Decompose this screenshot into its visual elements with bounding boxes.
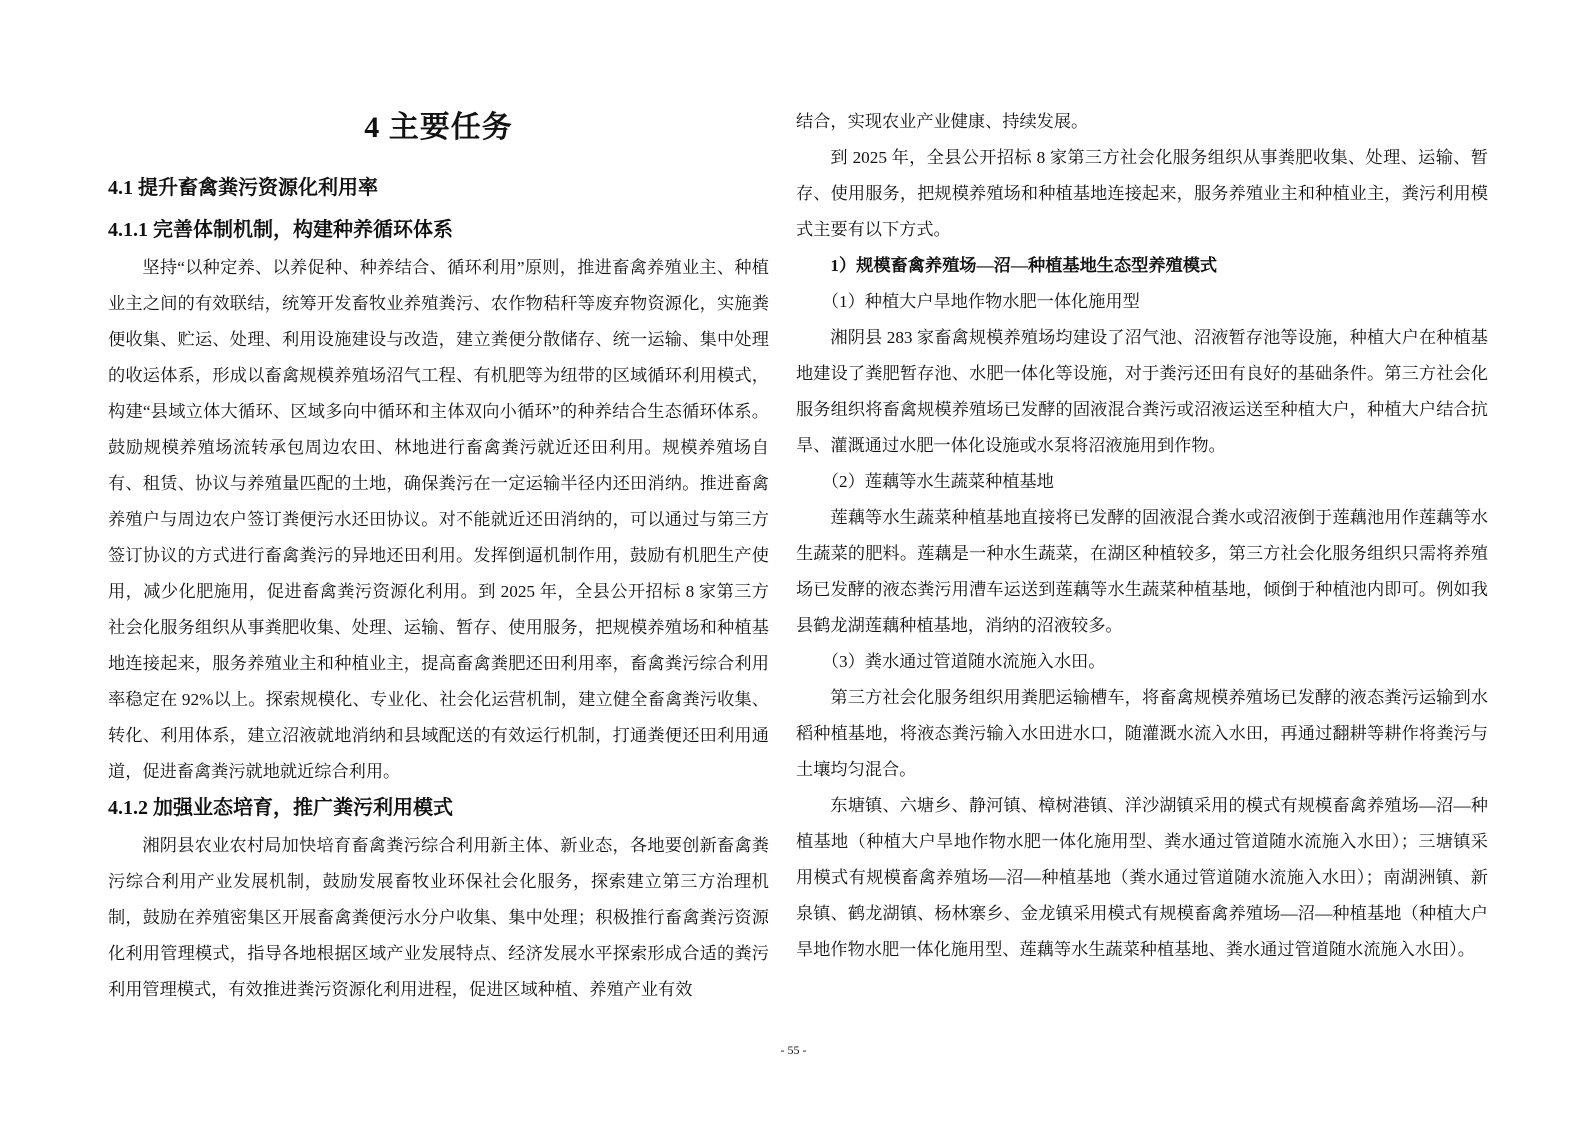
chapter-title: 4 主要任务	[364, 111, 513, 144]
section-heading-4-1-1: 4.1.1 完善体制机制，构建种养循环体系	[108, 219, 453, 241]
subsection-3-paragraph: 第三方社会化服务组织用粪肥运输槽车，将畜禽规模养殖场已发酵的液态粪污运输到水稻种植基地，将液态粪污输入水田进水口，随灌溉水流入水田，再通过翻耕等耕作将粪污与土壤均匀混合。	[796, 688, 1488, 779]
paragraph-continuation: 结合，实现农业产业健康、持续发展。	[796, 112, 1089, 131]
subsection-1-paragraph: 湘阴县 283 家畜禽规模养殖场均建设了沼气池、沼液暂存池等设施，种植大户在种植基地建设了粪肥暂存池、水肥一体化等设施，对于粪污还田有良好的基础条件。第三方社会化服务组织将畜禽规模养殖场已发酵的固液混合粪污或沼液运送至种植大户，种植大户结合抗旱、灌溉通过水肥一体化设施或水泵将沼液施用到作物。	[796, 328, 1488, 455]
subsection-3-heading: （3）粪水通过管道随水流施入水田。	[821, 652, 1106, 671]
mode-1-heading: 1）规模畜禽养殖场—沼—种植基地生态型养殖模式	[830, 256, 1218, 275]
subsection-1-heading: （1）种植大户旱地作物水肥一体化施用型	[821, 292, 1140, 311]
page-number: - 55 -	[780, 1043, 807, 1057]
paragraph-2025-target: 到 2025 年，全县公开招标 8 家第三方社会化服务组织从事粪肥收集、处理、运输、暂存、使用服务，把规模养殖场和种植基地连接起来，服务养殖业主和种植业主，粪污利用模式主要有以下方式。	[796, 148, 1488, 239]
left-column	[108, 103, 769, 1008]
subsection-2-paragraph: 莲藕等水生蔬菜种植基地直接将已发酵的固液混合粪水或沼液倒于莲藕池用作莲藕等水生蔬菜的肥料。莲藕是一种水生蔬菜，在湖区种植较多，第三方社会化服务组织只需将养殖场已发酵的液态粪污用漕车运送到莲藕等水生蔬菜种植基地，倾倒于种植池内即可。例如我县鹤龙湖莲藕种植基地，消纳的沼液较多。	[796, 508, 1488, 635]
right-column	[796, 104, 1488, 968]
paragraph-4-1-1: 坚持“以种定养、以养促种、种养结合、循环利用”原则，推进畜禽养殖业主、种植业主之间的有效联结，统筹开发畜牧业养殖粪污、农作物秸秆等废弃物资源化，实施粪便收集、贮运、处理、利用设施建设与改造，建立粪便分散储存、统一运输、集中处理的收运体系，形成以畜禽规模养殖场沼气工程、有机肥等为纽带的区域循环利用模式，构建“县域立体大循环、区域多向中循环和主体双向小循环”的种养结合生态循环体系。鼓励规模养殖场流转承包周边农田、林地进行畜禽粪污就近还田利用。规模养殖场自有、租赁、协议与养殖量匹配的土地，确保粪污在一定运输半径内还田消纳。推进畜禽养殖户与周边农户签订粪便污水还田协议。对不能就近还田消纳的，可以通过与第三方签订协议的方式进行畜禽粪污的异地还田利用。发挥倒逼机制作用，鼓励有机肥生产使用，减少化肥施用，促进畜禽粪污资源化利用。到 2025 年，全县公开招标 8 家第三方社会化服务组织从事粪肥收集、处理、运输、暂存、使用服务，把规模养殖场和种植基地连接起来，服务养殖业主和种植业主，提高畜禽粪肥还田利用率，畜禽粪污综合利用率稳定在 92%以上。探索规模化、专业化、社会化运营机制，建立健全畜禽粪污收集、转化、利用体系，建立沼液就地消纳和县域配送的有效运行机制，打通粪便还田利用通道，促进畜禽粪污就地就近综合利用。	[108, 258, 769, 781]
subsection-2-heading: （2）莲藕等水生蔬菜种植基地	[821, 472, 1054, 491]
section-heading-4-1-2: 4.1.2 加强业态培育，推广粪污利用模式	[108, 797, 453, 819]
section-heading-4-1: 4.1 提升畜禽粪污资源化利用率	[108, 177, 378, 199]
paragraph-4-1-2: 湘阴县农业农村局加快培育畜禽粪污综合利用新主体、新业态，各地要创新畜禽粪污综合利用产业发展机制，鼓励发展畜牧业环保社会化服务，探索建立第三方治理机制，鼓励在养殖密集区开展畜禽粪便污水分户收集、集中处理；积极推行畜禽粪污资源化利用管理模式，指导各地根据区域产业发展特点、经济发展水平探索形成合适的粪污利用管理模式，有效推进粪污资源化利用进程，促进区域种植、养殖产业有效	[108, 836, 769, 999]
towns-paragraph: 东塘镇、六塘乡、静河镇、樟树港镇、洋沙湖镇采用的模式有规模畜禽养殖场—沼—种植基地（种植大户旱地作物水肥一体化施用型、粪水通过管道随水流施入水田）；三塘镇采用模式有规模畜禽养殖场—沼—种植基地（粪水通过管道随水流施入水田）；南湖洲镇、新泉镇、鹤龙湖镇、杨林寨乡、金龙镇采用模式有规模畜禽养殖场—沼—种植基地（种植大户旱地作物水肥一体化施用型、莲藕等水生蔬菜种植基地、粪水通过管道随水流施入水田）。	[796, 796, 1488, 959]
